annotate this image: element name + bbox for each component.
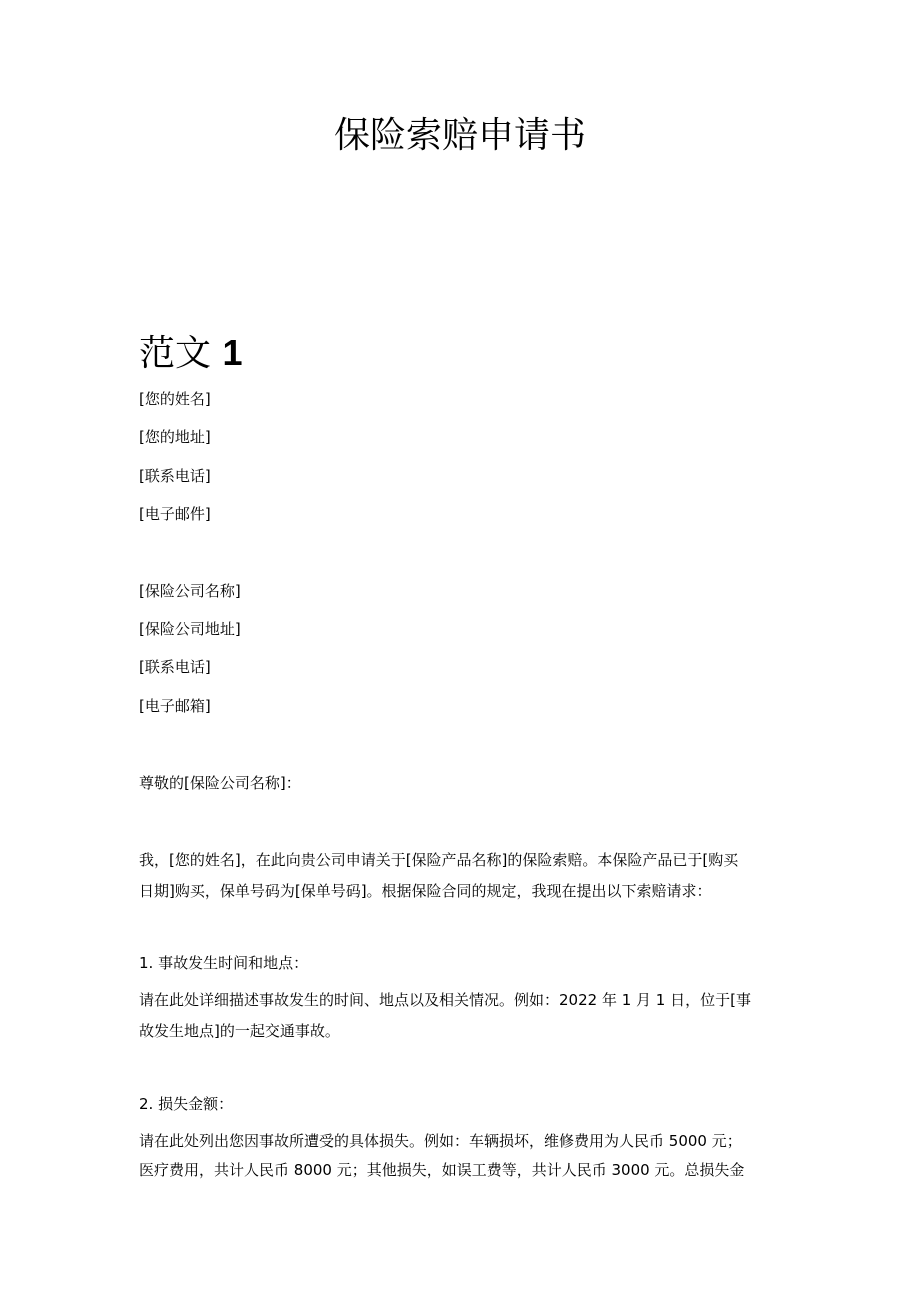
section-label: 范文 bbox=[139, 333, 212, 374]
sender-address: [您的地址] bbox=[139, 428, 211, 446]
item-2-line-2: 医疗费用，共计人民币 8000 元；其他损失，如误工费等，共计人民币 3000 元。总损失金 bbox=[139, 1161, 745, 1179]
page-title: 保险索赔申请书 bbox=[333, 115, 586, 156]
recipient-company: [保险公司名称] bbox=[139, 582, 241, 600]
recipient-address: [保险公司地址] bbox=[139, 620, 241, 638]
recipient-email: [电子邮箱] bbox=[139, 697, 211, 715]
sender-name: [您的姓名] bbox=[139, 390, 211, 408]
item-1-heading: 1. 事故发生时间和地点： bbox=[139, 954, 309, 972]
item-2-heading: 2. 损失金额： bbox=[139, 1095, 234, 1113]
section-heading bbox=[139, 329, 243, 378]
sender-phone: [联系电话] bbox=[139, 467, 211, 485]
recipient-phone: [联系电话] bbox=[139, 658, 211, 676]
intro-line-1: 我，[您的姓名]，在此向贵公司申请关于[保险产品名称]的保险索赔。本保险产品已于[购买 bbox=[139, 851, 739, 869]
salutation: 尊敬的[保险公司名称]： bbox=[139, 774, 301, 792]
item-1-line-1: 请在此处详细描述事故发生的时间、地点以及相关情况。例如：2022 年 1 月 1 日，位于[事 bbox=[139, 991, 751, 1009]
item-1-line-2: 故发生地点]的一起交通事故。 bbox=[139, 1022, 340, 1040]
intro-line-2: 日期]购买，保单号码为[保单号码]。根据保险合同的规定，我现在提出以下索赔请求： bbox=[139, 882, 712, 900]
section-number: 1 bbox=[222, 332, 243, 373]
sender-email: [电子邮件] bbox=[139, 505, 211, 523]
item-2-line-1: 请在此处列出您因事故所遭受的具体损失。例如：车辆损坏，维修费用为人民币 5000 元； bbox=[139, 1132, 742, 1150]
